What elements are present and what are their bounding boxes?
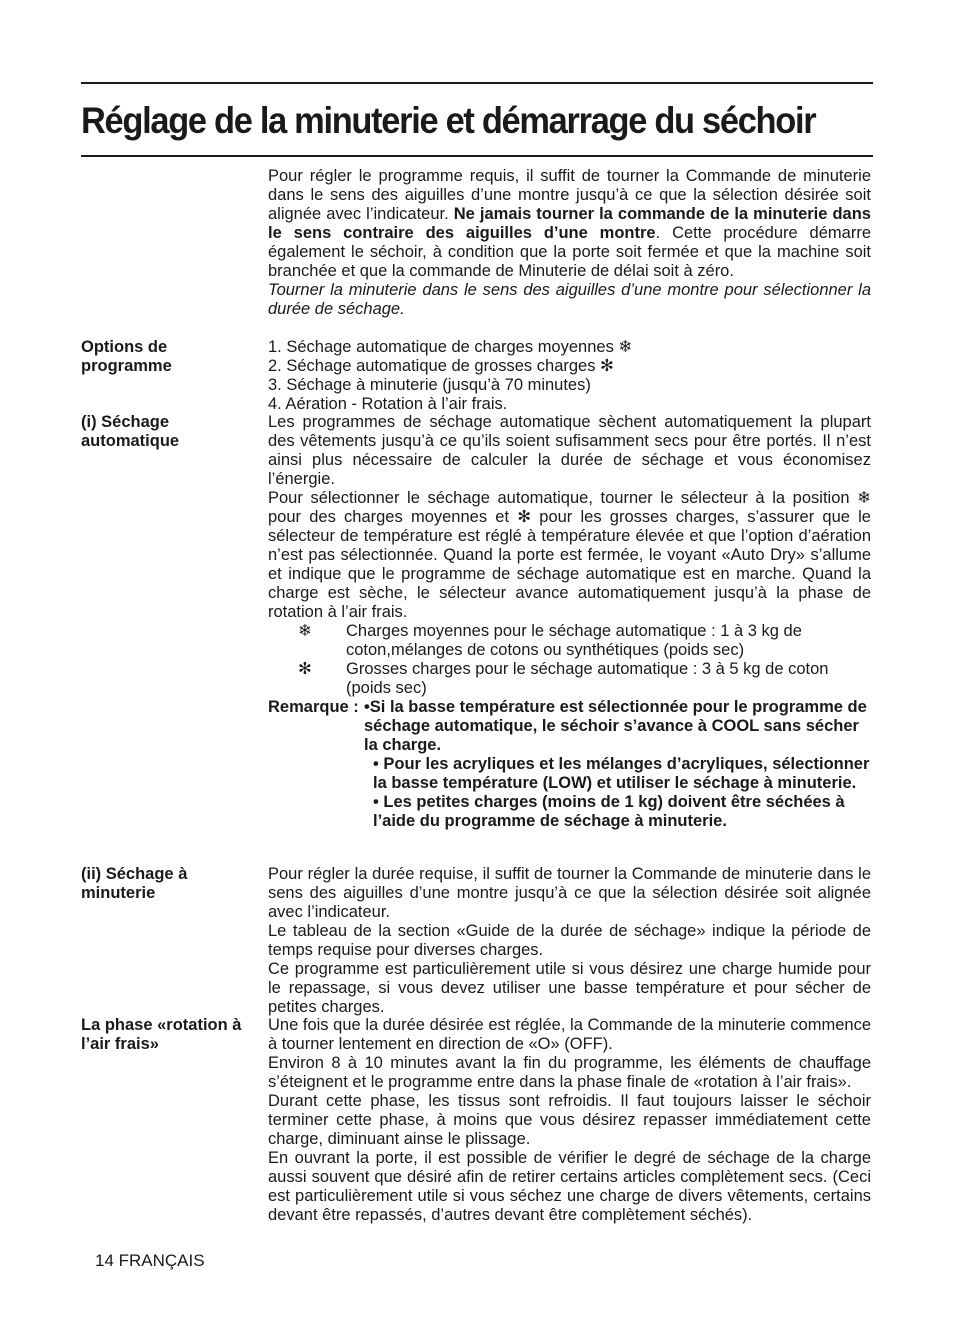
timer-paragraph: Le tableau de la section «Guide de la durée de séchage» indique la période de temps requise pour diverses charges. — [268, 922, 871, 959]
timer-drying-section — [268, 865, 871, 1017]
cool-paragraph: Une fois que la durée désirée est réglée, la Commande de la minuterie commence à tourner lentement en direction de «O» (OFF). — [268, 1016, 871, 1053]
intro-section — [268, 167, 871, 319]
charge-large — [268, 660, 871, 698]
charge-medium-text: Charges moyennes pour le séchage automatique : 1 à 3 kg de coton,mélanges de cotons ou synthétiques (poids sec) — [346, 622, 802, 659]
auto-paragraph: Pour sélectionner le séchage automatique, tourner le sélecteur à la position ❄ pour des charges moyennes et ✻ pour les grosses charges, s’assurer que le sélecteur de température est réglé à température élevée et que l’option d’aération n’est pas sélectionnée. Quand la porte est fermée, le voyant «Auto Dry» s’allume et indique que le programme de séchage automatique est en marche. Quand la charge est sèche, le sélecteur avance automatiquement jusqu’à la phase de rotation à l’air frais. — [268, 489, 871, 621]
charge-large-text: Grosses charges pour le séchage automatique : 3 à 5 kg de coton (poids sec) — [346, 660, 829, 697]
remark-item: •Si la basse température est sélectionnée pour le programme de séchage automatique, le séchoir s’avance à COOL sans sécher la charge. — [364, 698, 867, 754]
cool-paragraph: En ouvrant la porte, il est possible de vérifier le degré de séchage de la charge aussi souvent que désiré afin de retirer certains articles complètement secs. (Ceci est particulièrement utile si vous séchez une charge de divers vêtements, certains devant être repassés, d’autres devant être complètement séchés). — [268, 1149, 871, 1224]
remark-item: • Pour les acryliques et les mélanges d’acryliques, sélectionner la basse température (LOW) et utiliser le séchage à minuterie. — [373, 755, 870, 792]
options-label: Options de programme — [81, 338, 172, 375]
charge-medium — [268, 622, 871, 660]
timer-paragraph: Pour régler la durée requise, il suffit de tourner la Commande de minuterie dans le sens des aiguilles d’une montre jusqu’à ce que la sélection désirée soit alignée avec l’indicateur. — [268, 865, 871, 921]
option-item: 2. Séchage automatique de grosses charges ✻ — [268, 357, 614, 375]
page-title: Réglage de la minuterie et démarrage du séchoir — [81, 100, 816, 141]
options-section — [268, 338, 871, 414]
intro-italic-note: Tourner la minuterie dans le sens des aiguilles d’une montre pour sélectionner la durée de séchage. — [268, 281, 871, 318]
page-footer: 14 FRANÇAIS — [95, 1251, 205, 1270]
intro-paragraph — [268, 167, 871, 281]
cool-paragraph: Durant cette phase, les tissus sont refroidis. Il faut toujours laisser le séchoir terminer cette phase, à moins que vous désirez repasser immédiatement cette charge, diminuant ainse le plissage. — [268, 1092, 871, 1148]
cool-phase-section — [268, 1016, 871, 1225]
remark-item: • Les petites charges (moins de 1 kg) doivent être séchées à l’aide du programme de séchage à minuterie. — [373, 793, 845, 830]
intro-warning: Ne jamais tourner la commande de la minuterie dans le sens contraire des aiguilles d’une montre — [268, 205, 871, 242]
remark-block — [268, 698, 871, 831]
cool-paragraph: Environ 8 à 10 minutes avant la fin du programme, les éléments de chauffage s’éteignent et le programme entre dans la phase finale de «rotation à l’air frais». — [268, 1054, 871, 1091]
timer-drying-label: (ii) Séchage à minuterie — [81, 865, 188, 902]
timer-paragraph: Ce programme est particulièrement utile si vous désirez une charge humide pour le repassage, si vous devez utiliser une basse température et pour sécher de petites charges. — [268, 960, 871, 1016]
asterisk-icon: ✻ — [298, 660, 312, 678]
option-item: 3. Séchage à minuterie (jusqu’à 70 minutes) — [268, 376, 591, 394]
auto-paragraph: Les programmes de séchage automatique sèchent automatiquement la plupart des vêtements jusqu’à ce qu’ils soient sufisamment secs pour être portés. Il n’est ainsi plus nécessaire de calculer la durée de séchage et vous économisez l’énergie. — [268, 413, 871, 488]
remark-label: Remarque : — [268, 698, 359, 716]
intro-text-b: . Cette procédure démarre également le séchoir, à condition que la porte soit fermée et que la machine soit branchée et que la commande de Minuterie de délai soit à zéro. — [268, 224, 871, 280]
intro-text-a: Pour régler le programme requis, il suffit de tourner la Commande de minuterie dans le sens des aiguilles d’une montre jusqu’à ce que la sélection désirée soit alignée avec l’indicateur. — [268, 167, 871, 223]
option-item: 4. Aération - Rotation à l’air frais. — [268, 395, 508, 413]
title-underline — [81, 155, 873, 157]
top-rule — [81, 82, 873, 84]
snowflake-icon: ❄ — [298, 622, 312, 640]
remark-items — [364, 698, 871, 831]
options-list — [268, 338, 871, 414]
option-item: 1. Séchage automatique de charges moyennes ❄ — [268, 338, 633, 356]
auto-drying-section — [268, 413, 871, 831]
auto-drying-label: (i) Séchage automatique — [81, 413, 180, 450]
cool-phase-label: La phase «rotation à l’air frais» — [81, 1016, 242, 1053]
